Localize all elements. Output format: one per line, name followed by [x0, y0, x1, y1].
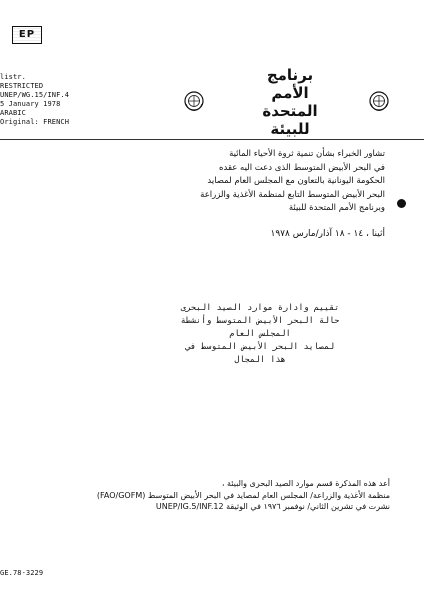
title-line-3: للبيئة — [270, 120, 310, 138]
meta-symbol: UNEP/WG.15/INF.4 — [0, 91, 70, 99]
document-subject — [180, 302, 340, 367]
meeting-date: أثينا ، ١٤ - ١٨ آذار/مارس ١٩٧٨ — [270, 229, 385, 239]
organization-title — [245, 66, 335, 138]
subject-line: حالة البحر الأبيض المتوسط وأنشطة المجلس العام — [180, 316, 340, 339]
subject-line: لمصايد البحر الأبيض المتوسط في هذا المجال — [185, 342, 335, 365]
note-line: أعد هذه المذكرة قسم موارد الصيد البحرى والبيئة ، — [221, 479, 390, 488]
unep-logo: EP — [12, 26, 42, 44]
subject-line: تقييم وادارة موارد الصيد البحرى — [180, 303, 340, 313]
document-meta — [0, 73, 110, 127]
note-line: منظمة الأغذية والزراعة/ المجلس العام لمصايد في البحر الأبيض المتوسط (FAO/GOFM) — [96, 490, 390, 500]
hole-punch-mark — [397, 199, 406, 208]
title-line-2: الأمم المتحدة — [262, 84, 318, 120]
meta-original: Original: FRENCH — [0, 118, 70, 126]
meta-restricted: RESTRICTED — [0, 82, 44, 90]
meta-distribution: listr. — [0, 73, 26, 81]
meeting-line: الحكومة اليونانية بالتعاون مع المجلس العام لمصايد — [207, 176, 385, 186]
un-emblem-icon — [183, 90, 205, 112]
meeting-line: في البحر الأبيض المتوسط الذى دعت اليه عقده — [219, 162, 385, 173]
meeting-description — [150, 148, 385, 216]
meeting-line: البحر الأبيض المتوسط التابع لمنظمة الأغذية والزراعة — [200, 189, 385, 200]
document-job-code: GE.78-3229 — [0, 569, 44, 577]
un-emblem-icon — [368, 90, 390, 112]
note-line: نشرت في تشرين الثاني/ نوفمبر ١٩٧٦ في الوثيقة UNEP/IG.5/INF.12 — [155, 502, 390, 511]
header-divider — [0, 139, 424, 140]
meeting-line: تشاور الخبراء بشأن تنمية ثروة الأحياء المائية — [229, 149, 385, 159]
meta-language: ARABIC — [0, 109, 26, 117]
meta-date: 5 January 1978 — [0, 100, 61, 108]
meeting-line: وبرنامج الأمم المتحدة للبيئة — [288, 203, 385, 213]
preparation-note — [90, 478, 390, 513]
title-line-1: برنامج — [266, 66, 314, 84]
